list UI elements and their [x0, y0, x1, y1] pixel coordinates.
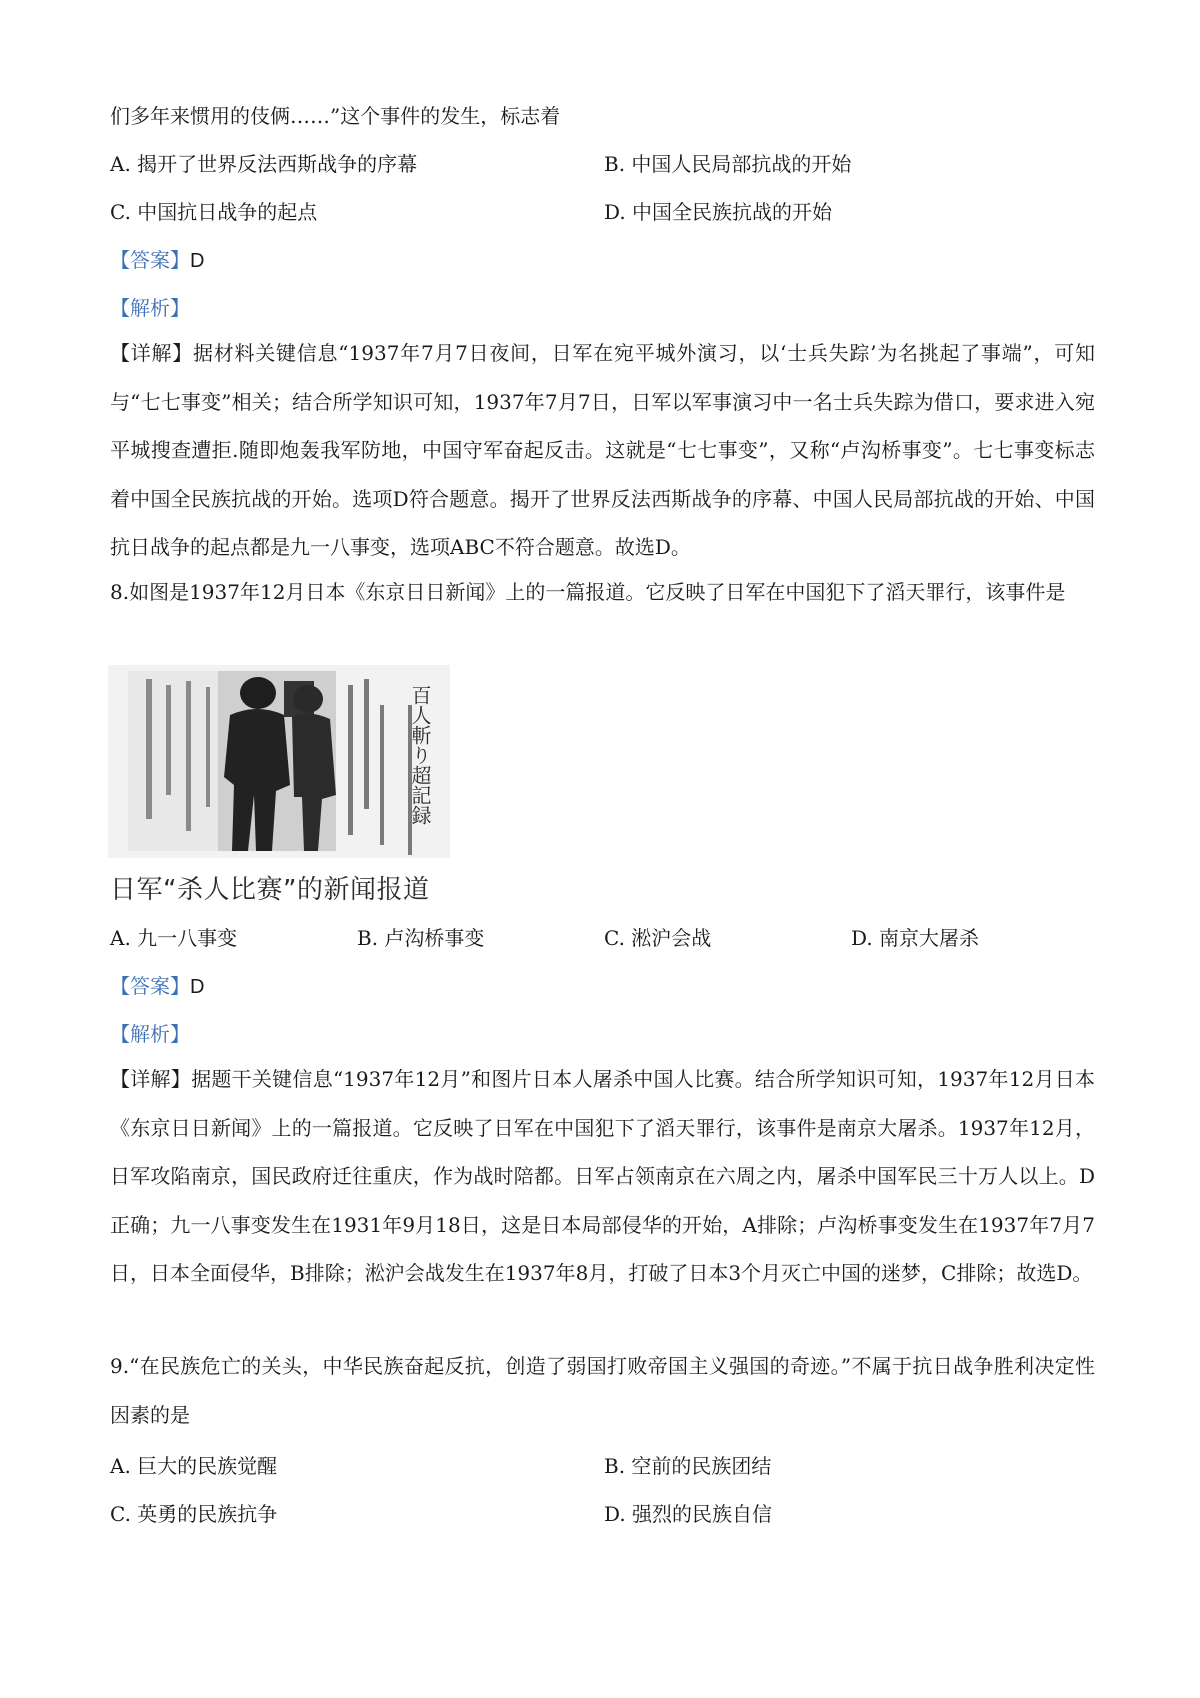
q7-stem-tail: 们多年来惯用的伎俩……”这个事件的发生，标志着 — [110, 104, 561, 128]
news-photo — [108, 665, 450, 858]
q8-stem: 8.如图是1937年12月日本《东京日日新闻》上的一篇报道。它反映了日军在中国犯下了滔天罪行，该事件是 — [110, 580, 1066, 604]
answer-value: D — [190, 976, 205, 998]
news-headline: 百人斬り超記録 — [408, 685, 432, 825]
q7-analysis-label: 【解析】 — [110, 296, 190, 320]
q9-option-a: A. 巨大的民族觉醒 — [110, 1454, 278, 1478]
q8-option-a: A. 九一八事变 — [110, 926, 238, 950]
q7-option-d: D. 中国全民族抗战的开始 — [604, 200, 833, 224]
answer-label: 【答案】 — [110, 248, 190, 272]
q8-detail: 【详解】据题干关键信息“1937年12月”和图片日本人屠杀中国人比赛。结合所学知识可知，1937年12月日本《东京日日新闻》上的一篇报道。它反映了日军在中国犯下了滔天罪行，该事件是南京大屠杀。1937年12月，日军攻陷南京，国民政府迁往重庆，作为战时陪都。日军占领南京在六周之内，屠杀中国军民三十万人以上。D正确；九一八事变发生在1931年9月18日，这是日本局部侵华的开始，A排除；卢沟桥事变发生在1937年7月7日，日本全面侵华，B排除；淞沪会战发生在1937年8月，打破了日本3个月灭亡中国的迷梦，C排除；故选D。 — [110, 1067, 1095, 1285]
q7-detail: 【详解】据材料关键信息“1937年7月7日夜间，日军在宛平城外演习，以‘士兵失踪’为名挑起了事端”，可知与“七七事变”相关；结合所学知识可知，1937年7月7日，日军以军事演习中一名士兵失踪为借口，要求进入宛平城搜查遭拒.随即炮轰我军防地，中国守军奋起反击。这就是“七七事变”，又称“卢沟桥事变”。七七事变标志着中国全民族抗战的开始。选项D符合题意。揭开了世界反法西斯战争的序幕、中国人民局部抗战的开始、中国抗日战争的起点都是九一八事变，选项ABC不符合题意。故选D。 — [110, 341, 1095, 559]
q8-option-c: C. 淞沪会战 — [604, 926, 712, 950]
q8-option-d: D. 南京大屠杀 — [851, 926, 980, 950]
q8-answer — [110, 972, 204, 1001]
q9-option-b: B. 空前的民族团结 — [604, 1454, 772, 1478]
q8-analysis-label: 【解析】 — [110, 1022, 190, 1046]
q7-answer — [110, 246, 204, 275]
q7-option-b: B. 中国人民局部抗战的开始 — [604, 152, 852, 176]
photo-caption: 日军“杀人比赛”的新闻报道 — [110, 875, 430, 905]
news-photo-graphic — [108, 665, 450, 858]
q7-option-c: C. 中国抗日战争的起点 — [110, 200, 318, 224]
q9-stem: 9.“在民族危亡的关头，中华民族奋起反抗，创造了弱国打败帝国主义强国的奇迹。”不属于抗日战争胜利决定性因素的是 — [110, 1354, 1095, 1427]
answer-value: D — [190, 250, 205, 272]
q9-option-d: D. 强烈的民族自信 — [604, 1502, 773, 1526]
q7-option-a: A. 揭开了世界反法西斯战争的序幕 — [110, 152, 418, 176]
q9-option-c: C. 英勇的民族抗争 — [110, 1502, 278, 1526]
answer-label: 【答案】 — [110, 974, 190, 998]
q8-option-b: B. 卢沟桥事变 — [357, 926, 485, 950]
